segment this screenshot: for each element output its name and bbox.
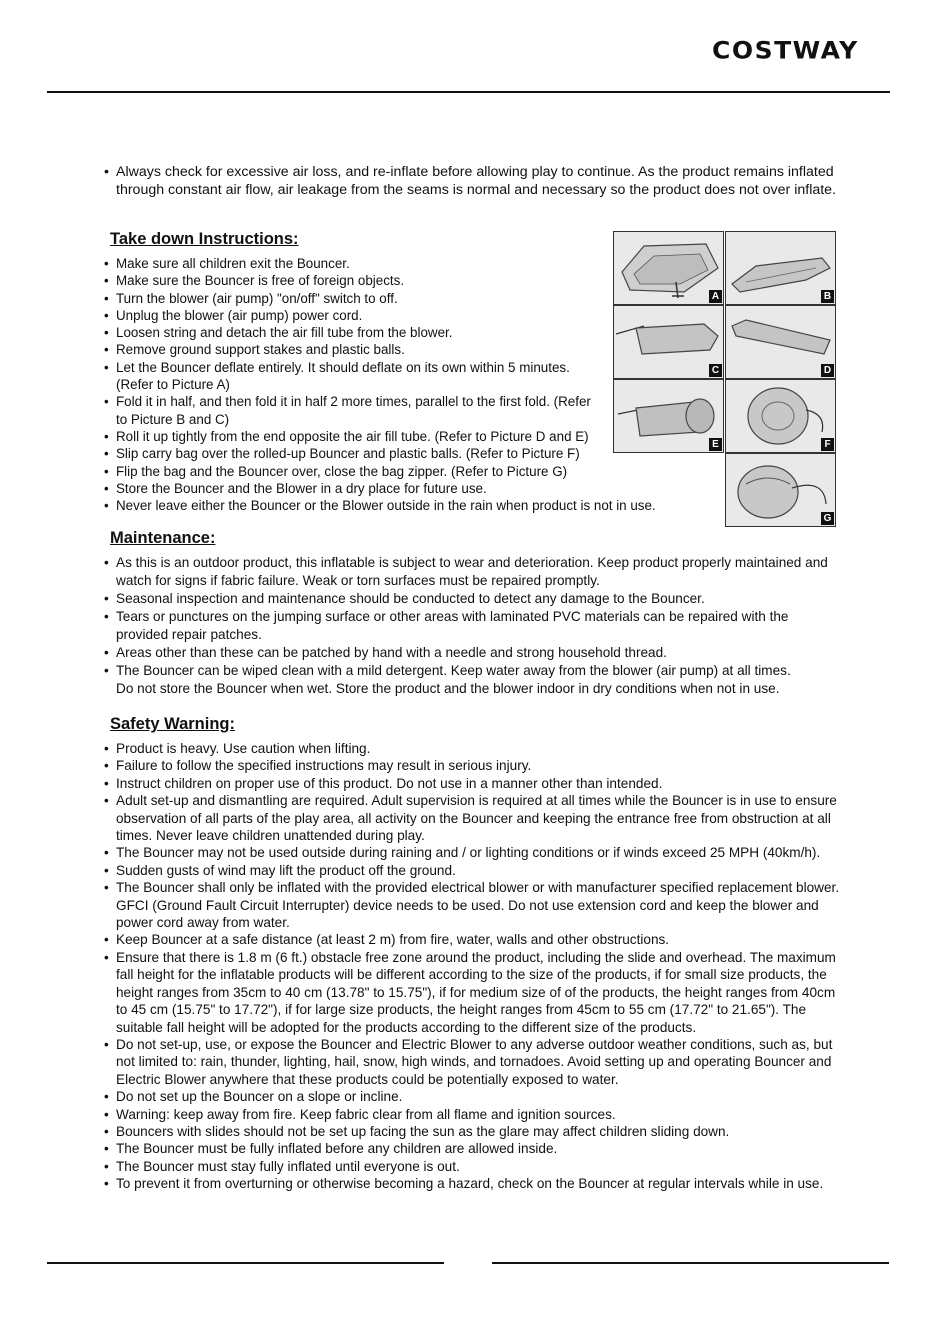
takedown-item: • Turn the blower (air pump) "on/off" switch to off. [104, 290, 664, 307]
takedown-pictures [613, 231, 836, 524]
rolling-bouncer-illustration [726, 306, 835, 378]
picture-label: B [821, 290, 834, 303]
picture-a [613, 231, 724, 305]
takedown-section [104, 230, 664, 514]
safety-section [104, 715, 849, 1193]
safety-item: • Ensure that there is 1.8 m (6 ft.) obstacle free zone around the product, including the slide and overhead. The maximum fall height for the inflatable products will be different according to the size of the products, if for small size products, the height ranges from 35cm to 40 cm (13.78" to 15.75"), if for medium size of of the products, the height ranges from 40cm to 45 cm (15.75" to 17.72"), if for large size products, the height ranges from 45cm to 55 cm (17.72" to 21.65"). The suitable fall height will be adopted for the products according to the different size of the products. [104, 949, 849, 1036]
safety-item: • Sudden gusts of wind may lift the product off the ground. [104, 862, 849, 879]
maintenance-item: • Areas other than these can be patched by hand with a needle and strong household thread. [104, 644, 839, 662]
footer-divider-left [47, 1262, 444, 1264]
maintenance-item: • Tears or punctures on the jumping surface or other areas with laminated PVC materials can be repaired with the provided repair patches. [104, 608, 839, 644]
picture-f [725, 379, 836, 453]
safety-item: • Bouncers with slides should not be set up facing the sun as the glare may affect children sliding down. [104, 1123, 849, 1140]
safety-item: • Do not set-up, use, or expose the Bouncer and Electric Blower to any adverse outdoor weather conditions, such as, but not limited to: rain, thunder, lighting, hail, snow, high winds, and tornadoes. Avoid setting up and operating Bouncer and Electric Blower anywhere that these products could be potentially exposed to water. [104, 1036, 849, 1088]
takedown-item: • Slip carry bag over the rolled-up Bouncer and plastic balls. (Refer to Picture F) [104, 445, 664, 462]
picture-d [725, 305, 836, 379]
takedown-item: • Let the Bouncer deflate entirely. It should deflate on its own within 5 minutes. (Refer to Picture A) [104, 359, 586, 394]
safety-item: • Adult set-up and dismantling are required. Adult supervision is required at all times while the Bouncer is in use to ensure observation of all parts of the play area, all activity on the Bouncer and keeping the entrance free from obstruction at all times. Never leave children unattended during play. [104, 792, 849, 844]
safety-item: • Failure to follow the specified instructions may result in serious injury. [104, 757, 849, 774]
takedown-item: • Loosen string and detach the air fill tube from the blower. [104, 324, 664, 341]
maintenance-item: • The Bouncer can be wiped clean with a mild detergent. Keep water away from the blower (air pump) at all times. Do not store the Bouncer when wet. Store the product and the blower indoor in dry conditions when not in use. [104, 662, 796, 698]
safety-item: • Instruct children on proper use of this product. Do not use in a manner other than intended. [104, 775, 849, 792]
safety-item: • Keep Bouncer at a safe distance (at least 2 m) from fire, water, walls and other obstructions. [104, 931, 849, 948]
picture-e [613, 379, 724, 453]
takedown-item: • Make sure the Bouncer is free of foreign objects. [104, 272, 664, 289]
deflated-bouncer-illustration [614, 232, 723, 304]
picture-label: G [821, 512, 834, 525]
brand-logo: COSTWAY [712, 36, 859, 65]
safety-item: • The Bouncer must stay fully inflated until everyone is out. [104, 1158, 849, 1175]
takedown-item: • Flip the bag and the Bouncer over, close the bag zipper. (Refer to Picture G) [104, 463, 664, 480]
takedown-item: • Never leave either the Bouncer or the Blower outside in the rain when product is not in use. [104, 497, 664, 514]
picture-label: E [709, 438, 722, 451]
picture-b [725, 231, 836, 305]
maintenance-heading: Maintenance: [110, 529, 216, 547]
header-divider [47, 91, 890, 93]
intro-item: • Always check for excessive air loss, and re-inflate before allowing play to continue. As the product remains inflated through constant air flow, air leakage from the seams is normal and necessary so the product does not over inflate. [104, 164, 839, 199]
half-folded-bouncer-illustration [726, 232, 835, 304]
maintenance-item: • Seasonal inspection and maintenance should be conducted to detect any damage to the Bouncer. [104, 590, 839, 608]
takedown-item: • Make sure all children exit the Bouncer. [104, 255, 664, 272]
strip-folded-bouncer-illustration [614, 306, 723, 378]
picture-label: F [821, 438, 834, 451]
intro-section [104, 164, 839, 199]
safety-item: • The Bouncer shall only be inflated with the provided electrical blower or with manufacturer specified replacement blower. GFCI (Ground Fault Circuit Interrupter) device needs to be used. Do not use extension cord and keep the blower and power cord away from water. [104, 879, 849, 931]
picture-c [613, 305, 724, 379]
picture-g [725, 453, 836, 527]
safety-item: • Warning: keep away from fire. Keep fabric clear from all flame and ignition sources. [104, 1106, 849, 1123]
rolled-bouncer-illustration [614, 380, 723, 452]
takedown-item: • Unplug the blower (air pump) power cord. [104, 307, 664, 324]
safety-item: • Do not set up the Bouncer on a slope or incline. [104, 1088, 849, 1105]
safety-item: • The Bouncer may not be used outside during raining and / or lighting conditions or if winds exceed 25 MPH (40km/h). [104, 844, 849, 861]
picture-label: D [821, 364, 834, 377]
safety-item: • To prevent it from overturning or otherwise becoming a hazard, check on the Bouncer at regular intervals while in use. [104, 1175, 849, 1192]
picture-label: A [709, 290, 722, 303]
carry-bag-illustration [726, 380, 835, 452]
safety-heading: Safety Warning: [110, 715, 235, 733]
takedown-item: • Fold it in half, and then fold it in half 2 more times, parallel to the first fold. (Refer to Picture B and C) [104, 393, 601, 428]
takedown-item: • Remove ground support stakes and plastic balls. [104, 341, 664, 358]
safety-item: • The Bouncer must be fully inflated before any children are allowed inside. [104, 1140, 849, 1157]
takedown-item: • Roll it up tightly from the end opposite the air fill tube. (Refer to Picture D and E) [104, 428, 664, 445]
maintenance-section [104, 529, 839, 698]
maintenance-item: • As this is an outdoor product, this inflatable is subject to wear and deterioration. Keep product properly maintained and watch for signs if fabric failure. Weak or torn surfaces must be repaired promptly. [104, 554, 839, 590]
picture-label: C [709, 364, 722, 377]
footer-divider-right [492, 1262, 889, 1264]
takedown-item: • Store the Bouncer and the Blower in a dry place for future use. [104, 480, 664, 497]
zipped-bag-illustration [726, 454, 835, 526]
safety-item: • Product is heavy. Use caution when lifting. [104, 740, 849, 757]
takedown-heading: Take down Instructions: [110, 230, 299, 248]
